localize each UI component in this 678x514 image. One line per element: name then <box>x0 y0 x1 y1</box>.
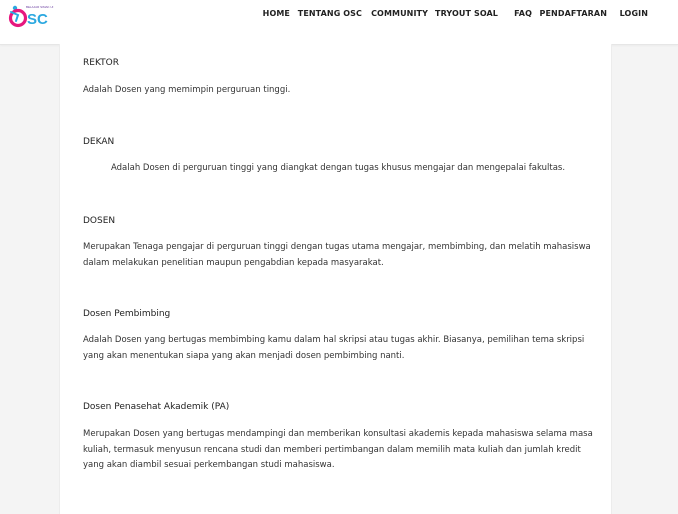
nav-community[interactable]: COMMUNITY <box>371 9 428 18</box>
nav-home[interactable]: HOME <box>262 9 290 18</box>
nav-tentang-osc[interactable]: TENTANG OSC <box>297 9 362 18</box>
nav-pendaftaran[interactable]: PENDAFTARAN <box>539 9 607 18</box>
top-navbar <box>0 0 678 45</box>
logo-tagline: BELAJAR SIMAK UI <box>26 5 54 9</box>
section-heading-dekan: DEKAN <box>83 137 115 147</box>
section-heading-dosen: DOSEN <box>83 216 116 226</box>
article-content <box>59 44 612 514</box>
section-heading-dosen-pa: Dosen Penasehat Akademik (PA) <box>83 402 230 412</box>
osc-logo[interactable] <box>6 3 58 29</box>
nav-login[interactable]: LOGIN <box>619 9 648 18</box>
section-body-dosen-pembimbing: Adalah Dosen yang bertugas membimbing kamu dalam hal skripsi atau tugas akhir. Biasanya, pemilihan tema skripsi yang akan menentukan siapa yang akan menjadi dosen pembimbing nanti. <box>83 335 585 361</box>
section-body-dekan: Adalah Dosen di perguruan tinggi yang diangkat dengan tugas khusus mengajar dan mengepalai fakultas. <box>111 163 566 173</box>
section-body-rektor: Adalah Dosen yang memimpin perguruan tinggi. <box>83 85 291 95</box>
nav-faq[interactable]: FAQ <box>514 9 532 18</box>
logo-sc-text: SC <box>27 11 48 28</box>
section-body-dosen: Merupakan Tenaga pengajar di perguruan tinggi dengan tugas utama mengajar, membimbing, dan melatih mahasiswa dalam melakukan penelitian maupun pengabdian kepada masyarakat. <box>83 242 591 268</box>
section-heading-rektor: REKTOR <box>83 58 119 68</box>
nav-tryout-soal[interactable]: TRYOUT SOAL <box>435 9 498 18</box>
osc-logo-icon <box>6 3 58 29</box>
section-heading-dosen-pembimbing: Dosen Pembimbing <box>83 309 171 319</box>
section-body-dosen-pa: Merupakan Dosen yang bertugas mendampingi dan memberikan konsultasi akademis kepada mahasiswa selama masa kuliah, termasuk menyusun rencana studi dan memberi pertimbangan dalam memilih mata kuliah dan jumlah kredit yang akan diambil sesuai perkembangan studi mahasiswa. <box>83 429 593 470</box>
